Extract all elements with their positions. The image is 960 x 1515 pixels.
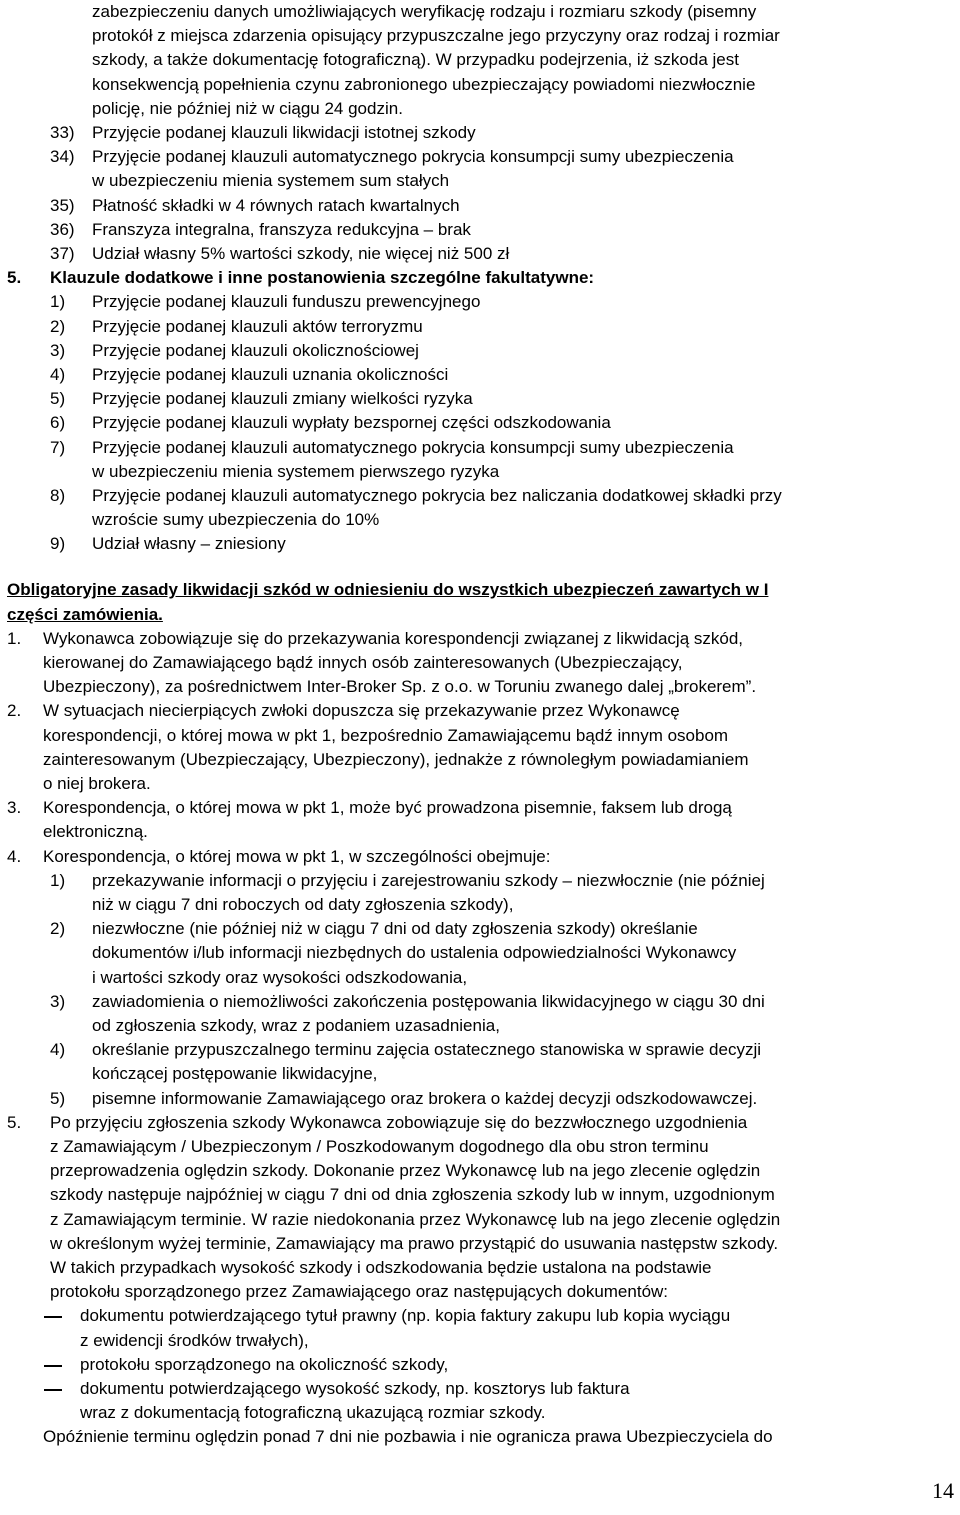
- rule4-subitem-number: 3): [50, 992, 66, 1011]
- optional-clause-item-text: w ubezpieczeniu mienia systemem pierwszego ryzyka: [92, 462, 500, 481]
- section-number: 5.: [7, 268, 22, 287]
- continuation-line: zabezpieczeniu danych umożliwiających weryfikację rodzaju i rozmiaru szkody (pisemny: [92, 2, 757, 21]
- obligatory-heading: Obligatoryjne zasady likwidacji szkód w odniesieniu do wszystkich ubezpieczeń zawartych w I: [7, 580, 769, 599]
- rule-item-number: 3.: [7, 798, 22, 817]
- optional-clause-item-text: Udział własny – zniesiony: [92, 534, 286, 553]
- clause-item-number: 33): [50, 123, 75, 142]
- dash-item-text: protokołu sporządzonego na okoliczność szkody,: [80, 1355, 449, 1374]
- rule-item-number: 1.: [7, 629, 22, 648]
- rule4-subitem-text: pisemne informowanie Zamawiającego oraz brokera o każdej decyzji odszkodowawczej.: [92, 1089, 758, 1108]
- rule-item-text: korespondencji, o której mowa w pkt 1, bezpośrednio Zamawiającemu bądź innym osobom: [43, 726, 729, 745]
- rule5-text: przeprowadzenia oględzin szkody. Dokonanie przez Wykonawcę lub na jego zlecenie oględzin: [50, 1161, 761, 1180]
- optional-clause-item-number: 4): [50, 365, 66, 384]
- rule-item-text: Korespondencja, o której mowa w pkt 1, w szczególności obejmuje:: [43, 847, 551, 866]
- rule4-subitem-text: niż w ciągu 7 dni roboczych od daty zgłoszenia szkody),: [92, 895, 514, 914]
- optional-clause-item-text: Przyjęcie podanej klauzuli aktów terroryzmu: [92, 317, 423, 336]
- optional-clause-item-number: 8): [50, 486, 66, 505]
- clause-item-number: 36): [50, 220, 75, 239]
- page-number: 14: [932, 1478, 954, 1503]
- obligatory-heading: części zamówienia.: [7, 605, 163, 624]
- rule-item-text: elektroniczną.: [43, 822, 148, 841]
- rule-item-text: W sytuacjach niecierpiących zwłoki dopuszcza się przekazywanie przez Wykonawcę: [43, 701, 680, 720]
- dash-item-text: z ewidencji środków trwałych),: [80, 1331, 309, 1350]
- optional-clause-item-number: 9): [50, 534, 66, 553]
- clause-item-text: Przyjęcie podanej klauzuli automatycznego pokrycia konsumpcji sumy ubezpieczenia: [92, 147, 734, 166]
- clause-item-text: Udział własny 5% wartości szkody, nie więcej niż 500 zł: [92, 244, 510, 263]
- clause-item-number: 35): [50, 196, 75, 215]
- optional-clause-item-text: Przyjęcie podanej klauzuli uznania okoliczności: [92, 365, 449, 384]
- dash-item-text: dokumentu potwierdzającego tytuł prawny (np. kopia faktury zakupu lub kopia wyciągu: [80, 1306, 731, 1325]
- dash-bullet-icon: [44, 1389, 62, 1391]
- rule4-subitem-number: 1): [50, 871, 66, 890]
- rule-item-text: Ubezpieczony), za pośrednictwem Inter-Broker Sp. z o.o. w Toruniu zwanego dalej „brokerem”.: [43, 677, 757, 696]
- dash-item-text: dokumentu potwierdzającego wysokość szkody, np. kosztorys lub faktura: [80, 1379, 630, 1398]
- rule4-subitem-text: niezwłoczne (nie później niż w ciągu 7 dni od daty zgłoszenia szkody) określanie: [92, 919, 698, 938]
- rule4-subitem-text: zawiadomienia o niemożliwości zakończenia postępowania likwidacyjnego w ciągu 30 dni: [92, 992, 765, 1011]
- continuation-line: protokół z miejsca zdarzenia opisujący przypuszczalne jego przyczyny oraz rodzaj i rozmiar: [92, 26, 780, 45]
- rule-item-text: Korespondencja, o której mowa w pkt 1, może być prowadzona pisemnie, faksem lub drogą: [43, 798, 732, 817]
- optional-clause-item-text: wzroście sumy ubezpieczenia do 10%: [92, 510, 380, 529]
- clause-item-text: Przyjęcie podanej klauzuli likwidacji istotnej szkody: [92, 123, 476, 142]
- dash-item-text: wraz z dokumentacją fotograficzną ukazującą rozmiar szkody.: [80, 1403, 546, 1422]
- optional-clause-item-number: 1): [50, 292, 66, 311]
- rule-item-text: o niej brokera.: [43, 774, 151, 793]
- rule-item-text: zainteresowanym (Ubezpieczający, Ubezpieczony), jednakże z równoległym powiadamianiem: [43, 750, 749, 769]
- rule5-tail: Opóźnienie terminu oględzin ponad 7 dni nie pozbawia i nie ogranicza prawa Ubezpieczyciela do: [43, 1427, 773, 1446]
- rule5-text: protokołu sporządzonego przez Zamawiającego oraz następujących dokumentów:: [50, 1282, 669, 1301]
- optional-clause-item-number: 2): [50, 317, 66, 336]
- continuation-line: konsekwencją popełnienia czynu zabronionego ubezpieczający powiadomi niezwłocznie: [92, 75, 756, 94]
- rule4-subitem-text: od zgłoszenia szkody, wraz z podaniem uzasadnienia,: [92, 1016, 500, 1035]
- optional-clause-item-text: Przyjęcie podanej klauzuli zmiany wielkości ryzyka: [92, 389, 473, 408]
- optional-clause-item-number: 7): [50, 438, 66, 457]
- rule5-text: z Zamawiającym / Ubezpieczonym / Poszkodowanym dogodnego dla obu stron terminu: [50, 1137, 709, 1156]
- dash-bullet-icon: [44, 1316, 62, 1318]
- rule5-text: szkody następuje najpóźniej w ciągu 7 dni od dnia zgłoszenia szkody lub w innym, uzgodnionym: [50, 1185, 775, 1204]
- clause-item-text: Płatność składki w 4 równych ratach kwartalnych: [92, 196, 460, 215]
- rule5-text: W takich przypadkach wysokość szkody i odszkodowania będzie ustalona na podstawie: [50, 1258, 712, 1277]
- rule5-text: w określonym wyżej terminie, Zamawiający ma prawo przystąpić do usuwania następstw szkody.: [50, 1234, 779, 1253]
- rule4-subitem-text: przekazywanie informacji o przyjęciu i zarejestrowaniu szkody – niezwłocznie (nie później: [92, 871, 765, 890]
- rule-item-number: 4.: [7, 847, 22, 866]
- rule-item-number: 5.: [7, 1113, 22, 1132]
- optional-clause-item-text: Przyjęcie podanej klauzuli funduszu prewencyjnego: [92, 292, 481, 311]
- rule-item-text: Wykonawca zobowiązuje się do przekazywania korespondencji związanej z likwidacją szkód,: [43, 629, 744, 648]
- clause-item-number: 37): [50, 244, 75, 263]
- clause-item-number: 34): [50, 147, 75, 166]
- rule5-text: z Zamawiającym terminie. W razie niedokonania przez Wykonawcę lub na jego zlecenie oględzin: [50, 1210, 781, 1229]
- rule4-subitem-number: 2): [50, 919, 66, 938]
- optional-clause-item-number: 5): [50, 389, 66, 408]
- rule4-subitem-text: kończącej postępowanie likwidacyjne,: [92, 1064, 378, 1083]
- optional-clause-item-number: 3): [50, 341, 66, 360]
- clause-item-text: w ubezpieczeniu mienia systemem sum stałych: [92, 171, 450, 190]
- rule4-subitem-text: dokumentów i/lub informacji niezbędnych do ustalenia odpowiedzialności Wykonawcy: [92, 943, 737, 962]
- clause-item-text: Franszyza integralna, franszyza redukcyjna – brak: [92, 220, 471, 239]
- optional-clause-item-text: Przyjęcie podanej klauzuli automatycznego pokrycia konsumpcji sumy ubezpieczenia: [92, 438, 734, 457]
- rule4-subitem-number: 4): [50, 1040, 66, 1059]
- rule4-subitem-number: 5): [50, 1089, 66, 1108]
- section-heading: Klauzule dodatkowe i inne postanowienia szczególne fakultatywne:: [50, 268, 595, 287]
- rule5-text: Po przyjęciu zgłoszenia szkody Wykonawca zobowiązuje się do bezzwłocznego uzgodnienia: [50, 1113, 748, 1132]
- rule4-subitem-text: i wartości szkody oraz wysokości odszkodowania,: [92, 968, 468, 987]
- dash-bullet-icon: [44, 1365, 62, 1367]
- optional-clause-item-number: 6): [50, 413, 66, 432]
- optional-clause-item-text: Przyjęcie podanej klauzuli automatycznego pokrycia bez naliczania dodatkowej składki przy: [92, 486, 782, 505]
- rule-item-text: kierowanej do Zamawiającego bądź innych osób zainteresowanych (Ubezpieczający,: [43, 653, 683, 672]
- rule4-subitem-text: określanie przypuszczalnego terminu zajęcia ostatecznego stanowiska w sprawie decyzji: [92, 1040, 761, 1059]
- optional-clause-item-text: Przyjęcie podanej klauzuli okolicznościowej: [92, 341, 419, 360]
- continuation-line: szkody, a także dokumentację fotograficzną). W przypadku podejrzenia, iż szkoda jest: [92, 50, 739, 69]
- rule-item-number: 2.: [7, 701, 22, 720]
- optional-clause-item-text: Przyjęcie podanej klauzuli wypłaty bezspornej części odszkodowania: [92, 413, 611, 432]
- continuation-line: policję, nie później niż w ciągu 24 godzin.: [92, 99, 403, 118]
